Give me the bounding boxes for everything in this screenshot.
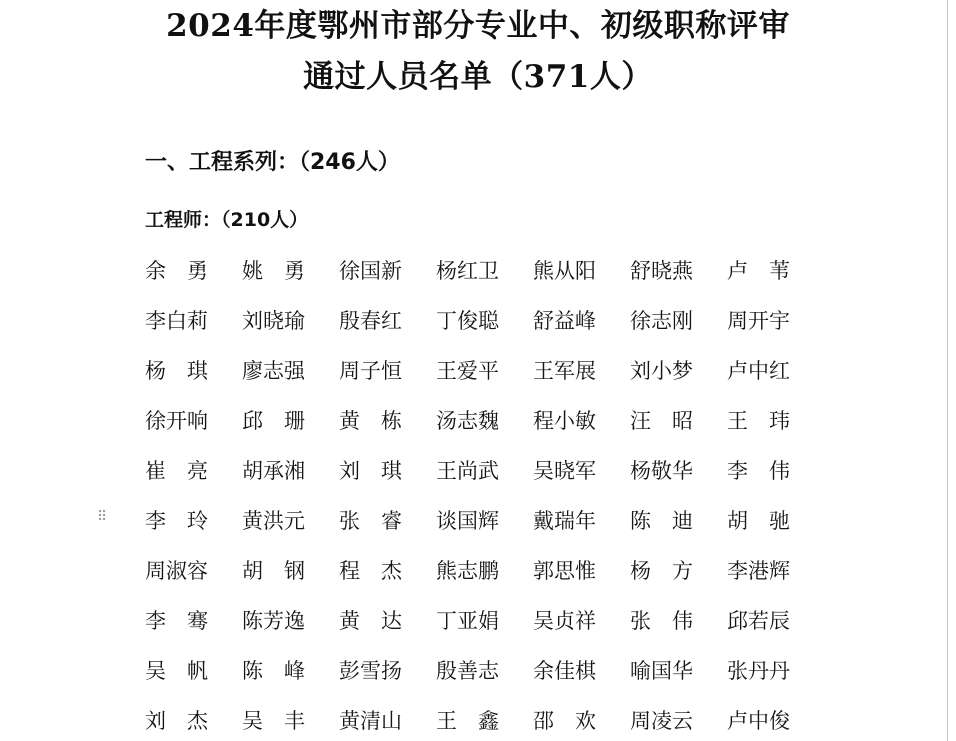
name-entry: 喻国华 xyxy=(630,659,693,683)
document-title-line-2: 通过人员名单（371人） xyxy=(303,59,653,95)
name-entry: 徐国新 xyxy=(339,259,402,283)
name-entry: 胡 驰 xyxy=(727,509,790,533)
name-entry: 殷善志 xyxy=(436,659,499,683)
name-entry: 丁亚娟 xyxy=(436,609,499,633)
name-entry: 李 玲 xyxy=(145,509,208,533)
name-entry: 徐开响 xyxy=(145,409,208,433)
name-entry: 胡承湘 xyxy=(242,459,305,483)
name-entry: 谈国辉 xyxy=(436,509,499,533)
name-entry: 刘小梦 xyxy=(630,359,693,383)
name-entry: 陈芳逸 xyxy=(242,609,305,633)
name-entry: 吴 帆 xyxy=(145,659,208,683)
name-entry: 汤志魏 xyxy=(436,409,499,433)
name-entry: 崔 亮 xyxy=(145,459,208,483)
name-entry: 熊志鹏 xyxy=(436,559,499,583)
name-entry: 程小敏 xyxy=(533,409,596,433)
name-entry: 周开宇 xyxy=(727,309,790,333)
name-entry: 王 鑫 xyxy=(436,709,499,733)
name-entry: 杨红卫 xyxy=(436,259,499,283)
name-entry: 徐志刚 xyxy=(630,309,693,333)
name-entry: 黄 达 xyxy=(339,609,402,633)
name-list xyxy=(145,253,824,741)
name-entry: 杨 琪 xyxy=(145,359,208,383)
name-entry: 舒益峰 xyxy=(533,309,596,333)
name-entry: 张 睿 xyxy=(339,509,402,533)
drag-handle-icon[interactable]: ⠿ xyxy=(97,509,108,525)
name-entry: 殷春红 xyxy=(339,309,402,333)
name-entry: 杨 方 xyxy=(630,559,693,583)
name-entry: 舒晓燕 xyxy=(630,259,693,283)
name-entry: 刘晓瑜 xyxy=(242,309,305,333)
name-entry: 刘 琪 xyxy=(339,459,402,483)
name-entry: 张丹丹 xyxy=(727,659,790,683)
name-entry: 熊从阳 xyxy=(533,259,596,283)
name-entry: 王尚武 xyxy=(436,459,499,483)
name-entry: 李白莉 xyxy=(145,309,208,333)
name-entry: 廖志强 xyxy=(242,359,305,383)
name-entry: 余佳棋 xyxy=(533,659,596,683)
name-entry: 彭雪扬 xyxy=(339,659,402,683)
name-entry: 黄清山 xyxy=(339,709,402,733)
name-entry: 张 伟 xyxy=(630,609,693,633)
name-entry: 杨敬华 xyxy=(630,459,693,483)
name-entry: 周凌云 xyxy=(630,709,693,733)
name-entry: 周子恒 xyxy=(339,359,402,383)
name-entry: 李 伟 xyxy=(727,459,790,483)
name-entry: 刘 杰 xyxy=(145,709,208,733)
name-entry: 李 骞 xyxy=(145,609,208,633)
name-entry: 余 勇 xyxy=(145,259,208,283)
name-entry: 胡 钢 xyxy=(242,559,305,583)
document-title-line-1: 2024年度鄂州市部分专业中、初级职称评审 xyxy=(166,8,790,44)
sub-heading-engineer: 工程师：（210人） xyxy=(145,209,309,231)
name-entry: 丁俊聪 xyxy=(436,309,499,333)
name-entry: 邵 欢 xyxy=(533,709,596,733)
section-heading-engineering: 一、工程系列：（246人） xyxy=(145,150,400,175)
name-entry: 陈 峰 xyxy=(242,659,305,683)
name-entry: 汪 昭 xyxy=(630,409,693,433)
page-edge-line xyxy=(947,0,948,741)
name-entry: 郭思惟 xyxy=(533,559,596,583)
name-entry: 卢 苇 xyxy=(727,259,790,283)
name-entry: 卢中俊 xyxy=(727,709,790,733)
name-entry: 程 杰 xyxy=(339,559,402,583)
name-entry: 邱 珊 xyxy=(242,409,305,433)
name-entry: 王 玮 xyxy=(727,409,790,433)
name-entry: 王军展 xyxy=(533,359,596,383)
name-entry: 姚 勇 xyxy=(242,259,305,283)
name-entry: 吴 丰 xyxy=(242,709,305,733)
name-entry: 吴贞祥 xyxy=(533,609,596,633)
name-entry: 周淑容 xyxy=(145,559,208,583)
name-entry: 吴晓军 xyxy=(533,459,596,483)
name-entry: 戴瑞年 xyxy=(533,509,596,533)
name-entry: 黄洪元 xyxy=(242,509,305,533)
name-entry: 卢中红 xyxy=(727,359,790,383)
name-entry: 王爱平 xyxy=(436,359,499,383)
name-entry: 李港辉 xyxy=(727,559,790,583)
name-entry: 黄 栋 xyxy=(339,409,402,433)
name-entry: 陈 迪 xyxy=(630,509,693,533)
name-entry: 邱若辰 xyxy=(727,609,790,633)
